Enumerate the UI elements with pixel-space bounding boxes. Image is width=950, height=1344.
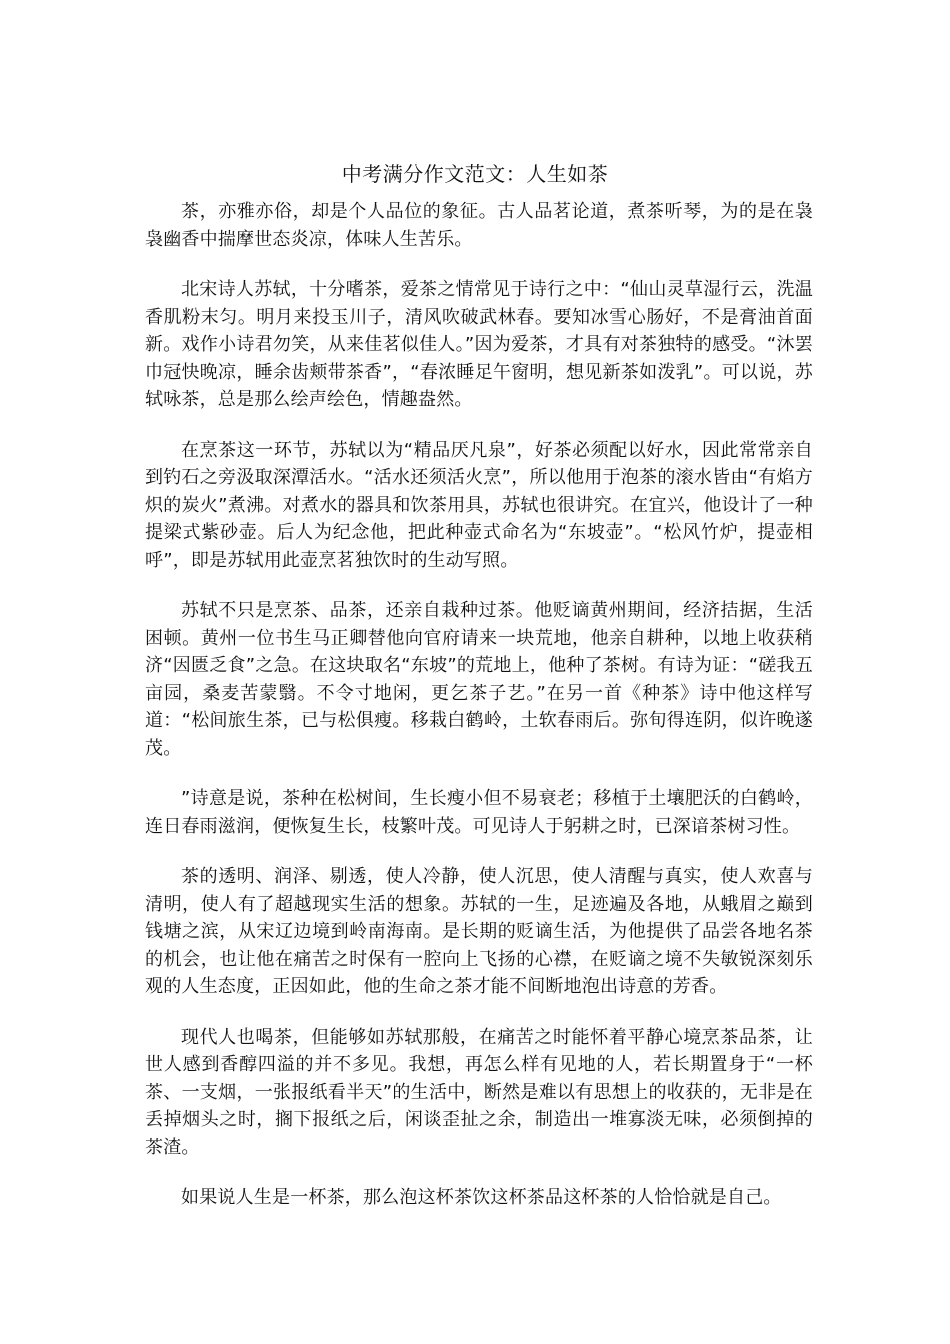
paragraph-4: 苏轼不只是烹茶、品茶，还亲自栽种过茶。他贬谪黄州期间，经济拮据，生活困顿。黄州一位书生马正卿替他向官府请来一块荒地，他亲自耕种，以地上收获稍济“因匮乏食”之急。在这块取名“东坡”的荒地上，他种了茶树。有诗为证：“磋我五亩园，桑麦苦蒙翳。不令寸地闲，更乞茶子艺。”在另一首《种茶》诗中他这样写道：“松间旅生茶，已与松俱瘦。移栽白鹤岭，土软春雨后。弥旬得连阴，似许晚遂茂。 [145, 600, 813, 759]
paragraph-2: 北宋诗人苏轼，十分嗜茶，爱茶之情常见于诗行之中：“仙山灵草湿行云，洗温香肌粉末匀。明月来投玉川子，清风吹破武林春。要知冰雪心肠好，不是膏油首面新。戏作小诗君勿笑，从来佳茗似佳人。”因为爱茶，才具有对茶独特的感受。“沐罢巾冠快晚凉，睡余齿颊带茶香”，“春浓睡足午窗明，想见新茶如泼乳”。可以说，苏轼咏茶，总是那么绘声绘色，情趣盎然。 [145, 279, 813, 410]
paragraph-6: 茶的透明、润泽、剔透，使人冷静，使人沉思，使人清醒与真实，使人欢喜与清明，使人有了超越现实生活的想象。苏轼的一生，足迹遍及各地，从蛾眉之巅到钱塘之滨，从宋辽边境到岭南海南。是长期的贬谪生活，为他提供了品尝各地名茶的机会，也让他在痛苦之时保有一腔向上飞扬的心襟，在贬谪之境不失敏锐深刻乐观的人生态度，正因如此，他的生命之茶才能不间断地泡出诗意的芳香。 [145, 866, 813, 997]
paragraph-7: 现代人也喝茶，但能够如苏轼那般，在痛苦之时能怀着平静心境烹茶品茶，让世人感到香醇四溢的并不多见。我想，再怎么样有见地的人，若长期置身于“一杯茶、一支烟，一张报纸看半天”的生活中，断然是难以有思想上的收获的，无非是在丢掉烟头之时，搁下报纸之后，闲谈歪扯之余，制造出一堆寡淡无味，必须倒掉的茶渣。 [145, 1026, 813, 1158]
paragraph-5: ”诗意是说，茶种在松树间，生长瘦小但不易衰老；移植于土壤肥沃的白鹤岭，连日春雨滋润，便恢复生长，枝繁叶茂。可见诗人于躬耕之时，已深谙茶树习性。 [145, 788, 813, 837]
document-title: 中考满分作文范文：人生如茶 [341, 162, 609, 186]
paragraph-3: 在烹茶这一环节，苏轼以为“精品厌凡泉”，好茶必须配以好水，因此常常亲自到钓石之旁汲取深潭活水。“活水还须活火烹”，所以他用于泡茶的滚水皆由“有焰方炽的炭火”煮沸。对煮水的器具和饮茶用具，苏轼也很讲究。在宜兴，他设计了一种提梁式紫砂壶。后人为纪念他，把此种壶式命名为“东坡壶”。“松风竹炉，提壶相呼”，即是苏轼用此壶烹茗独饮时的生动写照。 [145, 439, 813, 571]
paragraph-8: 如果说人生是一杯茶，那么泡这杯茶饮这杯茶品这杯茶的人恰恰就是自己。 [181, 1187, 782, 1208]
document-body [145, 198, 813, 1235]
paragraph-1: 茶，亦雅亦俗，却是个人品位的象征。古人品茗论道，煮茶听琴，为的是在袅袅幽香中揣摩世态炎凉，体味人生苦乐。 [145, 201, 813, 250]
